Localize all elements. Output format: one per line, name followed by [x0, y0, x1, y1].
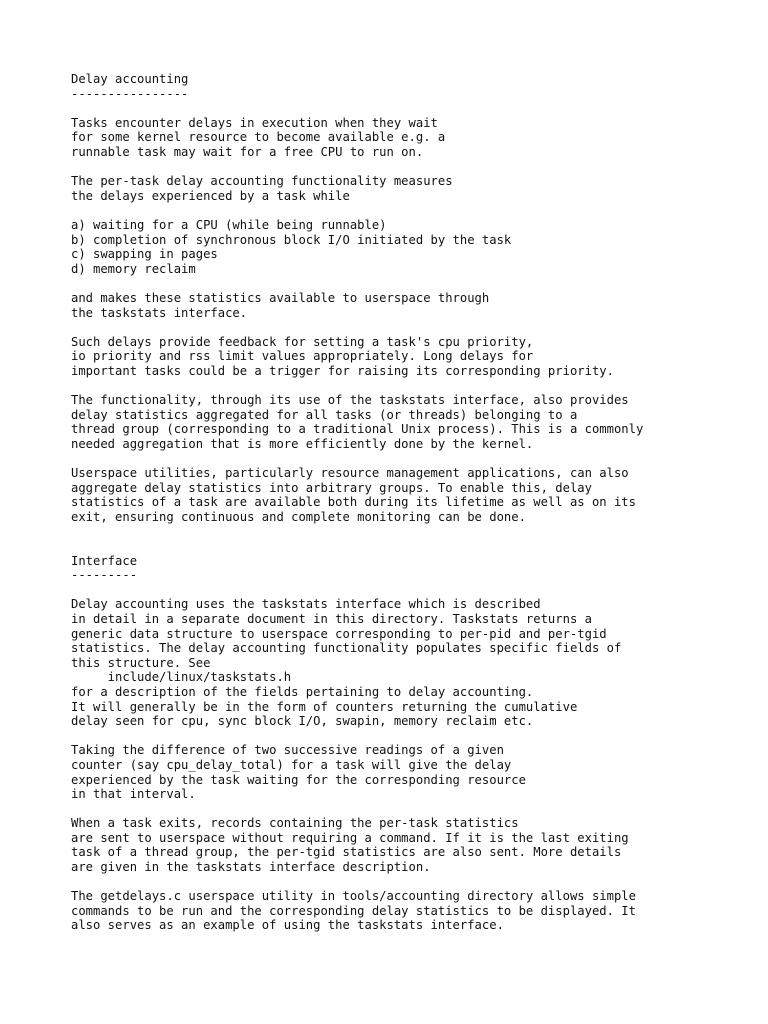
text-line: also serves as an example of using the taskstats interface. — [71, 918, 504, 933]
text-line: important tasks could be a trigger for raising its corresponding priority. — [71, 363, 614, 378]
blank-line — [71, 276, 751, 291]
text-line: b) completion of synchronous block I/O initiated by the task — [71, 232, 512, 247]
blank-line — [71, 378, 751, 393]
text-line: experienced by the task waiting for the corresponding resource — [71, 772, 526, 787]
text-line: Delay accounting uses the taskstats interface which is described — [71, 597, 541, 612]
text-line: delay seen for cpu, sync block I/O, swapin, memory reclaim etc. — [71, 714, 534, 729]
text-line: Such delays provide feedback for setting a task's cpu priority, — [71, 334, 534, 349]
text-line: Taking the difference of two successive readings of a given — [71, 743, 504, 758]
text-line: statistics of a task are available both during its lifetime as well as on its — [71, 495, 636, 510]
blank-line — [71, 802, 751, 817]
text-line: Tasks encounter delays in execution when they wait — [71, 115, 438, 130]
blank-line — [71, 320, 751, 335]
section-heading: Interface — [71, 553, 138, 568]
blank-line — [71, 875, 751, 890]
text-line: generic data structure to userspace corresponding to per-pid and per-tgid — [71, 626, 607, 641]
text-line: task of a thread group, the per-tgid statistics are also sent. More details — [71, 845, 622, 860]
text-line: for some kernel resource to become available e.g. a — [71, 130, 446, 145]
blank-line — [71, 524, 751, 539]
heading-underline: ---------------- — [71, 86, 189, 101]
text-line: The getdelays.c userspace utility in tools/accounting directory allows simple — [71, 889, 636, 904]
text-line: in detail in a separate document in this directory. Taskstats returns a — [71, 611, 592, 626]
blank-line — [71, 451, 751, 466]
text-line: are sent to userspace without requiring a command. If it is the last exiting — [71, 830, 629, 845]
text-line: The functionality, through its use of the taskstats interface, also provides — [71, 393, 629, 408]
text-line: for a description of the fields pertaining to delay accounting. — [71, 684, 534, 699]
text-line: exit, ensuring continuous and complete monitoring can be done. — [71, 509, 526, 524]
text-line: c) swapping in pages — [71, 247, 218, 262]
text-line: this structure. See — [71, 655, 211, 670]
text-line: When a task exits, records containing the per-task statistics — [71, 816, 519, 831]
blank-line — [71, 729, 751, 744]
text-line: the delays experienced by a task while — [71, 188, 350, 203]
text-line: statistics. The delay accounting functionality populates specific fields of — [71, 641, 622, 656]
section-heading: Delay accounting — [71, 72, 189, 86]
text-line: delay statistics aggregated for all tasks (or threads) belonging to a — [71, 407, 578, 422]
text-line: It will generally be in the form of counters returning the cumulative — [71, 699, 578, 714]
text-line: counter (say cpu_delay_total) for a task will give the delay — [71, 757, 512, 772]
text-line: and makes these statistics available to userspace through — [71, 290, 490, 305]
blank-line — [71, 101, 751, 116]
text-line: commands to be run and the corresponding delay statistics to be displayed. It — [71, 903, 636, 918]
blank-line — [71, 583, 751, 598]
text-line: d) memory reclaim — [71, 261, 196, 276]
text-line: io priority and rss limit values appropriately. Long delays for — [71, 349, 534, 364]
text-line: The per-task delay accounting functionality measures — [71, 174, 453, 189]
text-line: are given in the taskstats interface description. — [71, 860, 431, 875]
text-line: in that interval. — [71, 787, 196, 802]
text-line: Userspace utilities, particularly resource management applications, can also — [71, 466, 629, 481]
text-line: needed aggregation that is more efficiently done by the kernel. — [71, 436, 534, 451]
text-line: runnable task may wait for a free CPU to run on. — [71, 144, 424, 159]
text-line: the taskstats interface. — [71, 305, 248, 320]
blank-line — [71, 203, 751, 218]
document-text — [71, 72, 751, 933]
text-line: include/linux/taskstats.h — [71, 670, 292, 685]
heading-underline: --------- — [71, 568, 138, 583]
blank-line — [71, 539, 751, 554]
text-line: a) waiting for a CPU (while being runnable) — [71, 217, 387, 232]
text-line: aggregate delay statistics into arbitrary groups. To enable this, delay — [71, 480, 592, 495]
blank-line — [71, 160, 751, 175]
text-line: thread group (corresponding to a traditional Unix process). This is a commonly — [71, 422, 644, 437]
